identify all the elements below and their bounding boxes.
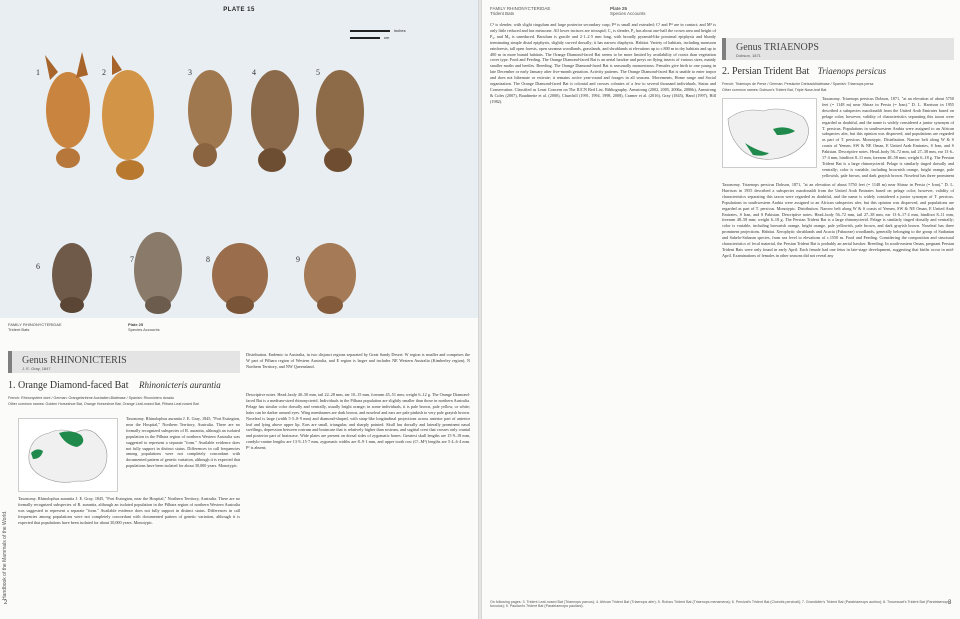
genus-header [8, 351, 240, 373]
caption-family-sub: Trident Bats [8, 327, 30, 332]
distribution-map [18, 418, 118, 492]
bat-figure-4 [251, 70, 299, 172]
australia-map-shape [19, 419, 117, 491]
caption-family: FAMILY RHINONYCTERIDAE [8, 322, 62, 327]
bat-figure-5 [316, 70, 364, 172]
caption-plate-sub: Species Accounts [128, 327, 160, 332]
following-pages-note: On following pages: 3. Trident Leaf-nosed Bat (Triaenops parvus); 4. African Trident Bat (Triaenops afer); 5. Rufous Trident Bat (Triaenops menamena); 6. Percival's Trident Bat (Cloeotis percivali); 7. Grandidier's Trident Bat (Paratriaenops auritus); 8. Trouessart's Trident Bat (Paratriaenops furculus); 9. Pauliani's Trident Bat (Paratriaenops pauliani). [490, 600, 950, 609]
figure-number-5: 5 [316, 68, 320, 77]
figure-number-2: 2 [102, 68, 106, 77]
plate-caption [8, 322, 468, 340]
bat-illustrations [0, 0, 478, 318]
running-plate [610, 6, 646, 16]
figure-number-8: 8 [206, 255, 210, 264]
book-side-label: Handbook of the Mammals of the World. [2, 510, 8, 600]
species-2-common-name: 2. Persian Trident Bat [722, 66, 810, 77]
page-number-left: 2 [4, 600, 8, 606]
figure-number-7: 7 [130, 255, 134, 264]
taxonomy-paragraph: Taxonomy. Rhinolophus aurantia J. E. Gray, 1845, "Port Essington, near the Hospital," Northern Territory, Australia. There are no formally recognized subspecies of R. aurantia, although an isolated population in the Pilbara region of northern Western Australia was suggested to represent a separate "form." Available evidence does not fully support in distinct status. Differences in call frequencies among populations were not completely concordant with documented pattern of genetic variation, although it is expected that populations have been isolated for about 30,000 years. Monotypic. [126, 416, 240, 469]
species-other-names: Other common names: Golden Horseshoe Bat, Orange Horseshoe Bat, Orange Leaf-nosed Bat, Pilbara Leaf-nosed Bat [8, 402, 199, 406]
bat-figure-9 [304, 243, 356, 314]
species-2-latin-name: Triaenops persicus [817, 66, 886, 76]
figure-number-9: 9 [296, 255, 300, 264]
taxonomy-continuation: Taxonomy. Rhinolophus aurantia J. E. Gray, 1845, "Port Essington, near the Hospital," Northern Territory, Australia. There are no formally recognized subspecies of R. aurantia, although an isolated population in the Pilbara region of northern Western Australia was suggested to represent a separate "form." Available evidence does not fully support in distinct status. Differences in call frequencies among populations were not completely concordant with documented pattern of genetic variation, although it is expected that populations have been isolated for about 30,000 years. Monotypic. [18, 496, 240, 525]
figure-number-1: 1 [36, 68, 40, 77]
bat-figure-2 [102, 55, 154, 180]
figure-number-6: 6 [36, 262, 40, 271]
left-page [0, 0, 478, 619]
species-2-other-names: Other common names: Dobson's Trident Bat, Triple Nose-leaf Bat [722, 88, 827, 92]
genus-author: J. E. Gray, 1847 [22, 366, 51, 371]
running-head [490, 6, 550, 16]
running-head-sub: Trident Bats [490, 11, 515, 16]
figure-number-4: 4 [252, 68, 256, 77]
descriptive-notes-paragraph: Descriptive notes. Head–body 40–50 mm, tail 22–28 mm, ear 10–15 mm, forearm 45–51 mm; weight 6–12 g. The Orange Diamond-faced Bat is a medium-sized rhinonycterid. Individuals in the Pilbara population are slightly smaller than those in northern Australia. Pelage has similar color dorsally and ventrally, usually bright orange; in some individuals, it is pale brown, pale yellow, or white; hairs can be darker around eyes. Wing membranes are dark brown, and noseleaf and ears are pale pinkish to very pale grayish brown. Noseleaf is large (width 5·5–8·9 mm) and diamond-shaped, with strap-like longitudinal projections across anterior part of anterior leaf and lying above upper lip. Ears are small, triangular, and sharply pointed. Skull has dorsally and laterally prominent nasal swellings, depression between rostrum and braincase that is relatively higher than rostrum, and sagittal crest that crosses only cranial and posterior part of braincase. Wide plates are present on dorsal sides of zygomatic bones. Greatest skull lengths are 15·9–18 mm, condylo-canine lengths are 13·9–15·7 mm, zygomatic widths are 8–9·1 mm, and upper tooth row (C¹–M³) lengths are 5·4–6·4 mm. P¹ is absent; [246, 392, 470, 451]
right-page [482, 0, 960, 619]
species-common-name: 1. Orange Diamond-faced Bat [8, 380, 129, 391]
species-latin-name: Rhinonicteris aurantia [139, 380, 221, 390]
species-title [8, 380, 221, 391]
genus-author-triaenops: Dobson, 1871 [736, 53, 761, 58]
figure-number-3: 3 [188, 68, 192, 77]
genus-header-triaenops [722, 38, 954, 60]
page-number-right: 3 [948, 600, 952, 606]
genus-title-triaenops: Genus TRIAENOPS [736, 42, 819, 53]
scale-label-inches: inches [394, 28, 406, 33]
bat-figure-8 [212, 243, 268, 314]
species-2-text: Taxonomy. Triaenops persicus Dobson, 1871, "at an elevation of about 5750 feet (= 1148 m) near Shiraz in Persia (= Iran)." D. L. Harrison in 1955 described a subspecies macdonaldi from the United Arab Emirates based on pelage color; however, validity of characteristics separating this taxon were regarded as doubtful, and the name is widely considered a junior synonym of T. persicus. Populations in southwestern Arabia were assigned to an African subspecies afer, but this opinion was disproved, and populations are regarded as part of T. persicus. Monotypic. Distribution. Narrow belt along W & S coasts of Yemen, SW & NE Oman, E United Arab Emirates, S Iran, and S Pakistan. Descriptive notes. Head–body 56–72 mm, tail 27–38 mm, ear 13·6–17·4 mm, hindfoot 8–11 mm, forearm 48–58 mm; weight 6–18 g. The Persian Trident Bat is a large rhinonycterid. Pelage is similarly tinged dorsally and ventrally; color is variable, including brownish orange, bright orange, pale yellowish, pale brown, and dark grayish brown. Noseleaf has three prominent projections. Habitat. Xerophytic shrublands and Acacia (Fabaceae) woodlands, generally belonging to the group of Sudanian and Sahelo-Saharan species, from sea level to elevations of c.1550 m. Food and Feeding. Considering the composition and structural characteristics of fecal material, the Persian Trident Bat is probably an aerial hawker. Breeding. In south-eastern Oman, pregnant Persian Trident Bats were only found in early April. Each female had one fetus in late-stage development, suggesting that births occur in mid-April. Examinations of females in other seasons did not reveal any [722, 182, 954, 258]
bat-figure-6 [52, 243, 92, 313]
caption-plate-ref: Plate 25 [128, 322, 144, 327]
bat-figure-1 [45, 52, 90, 168]
scale-label-cm: cm [384, 35, 390, 40]
running-plate-sub: Species Accounts [610, 11, 646, 16]
plate-title: PLATE 15 [223, 7, 255, 13]
species-2-translations: French: Triaenops de Perse / German: Persische Dreizackblattnase / Spanish: Triaenops persa [722, 82, 874, 86]
species-2-taxonomy: Taxonomy. Triaenops persicus Dobson, 1871, "at an elevation of about 5750 feet (= 1148 m) near Shiraz in Persia (= Iran)." D. L. Harrison in 1955 described a subspecies macdonaldi from the United Arab Emirates based on pelage color; however, validity of characteristics separating this taxon were regarded as doubtful, and the name is widely considered a junior synonym of T. persicus. Populations in southwestern Arabia were assigned to an African subspecies afer, but this opinion was disproved, and populations are regarded as part of T. persicus. Monotypic. Distribution. Narrow belt along W & S coasts of Yemen, SW & NE Oman, E United Arab Emirates, S Iran, and S Pakistan. Descriptive notes. Head–body 56–72 mm, tail 27–38 mm, ear 13·6–17·4 mm, hindfoot 8–11 mm, forearm 48–58 mm; weight 6–18 g. The Persian Trident Bat is a large rhinonycterid. Pelage is similarly tinged dorsally and ventrally; color is variable, including brownish orange, bright orange, pale yellowish, pale brown, and dark grayish brown. Noseleaf has three prominent [822, 96, 954, 178]
bat-figure-3 [188, 70, 232, 167]
distribution-paragraph: Distribution. Endemic to Australia, in two disjunct regions separated by Great Sandy Desert: W region is smaller and comprises the W part of Pilbara region of Western Australia, and E region is larger and includes NE Western Australia (Kimberley region), N Northern Territory, and NW Queensland. [246, 352, 470, 369]
genus-title: Genus RHINONICTERIS [22, 355, 127, 366]
species-1-continued-text: C¹ is slender, with slight cingulum and large posterior secondary cusp; P⁴ is small and extruded; C¹ and P⁴ are in contact; and M³ is only little reduced and has metacone. All lower incisors are tricuspid; C₁ is slender, P₂ has about one-half the crown area and height of P₄, and M₃ is unreduced. Baculum is gracile and 2·1–2·5 mm long, with broadly pyramid-like proximal epiphysis and bluntly terminating simple distal epiphysis, slightly curved dorsally; it has narrow diaphysis. Habitat. Variety of habitats, including monsoon rainforests, tall open forests, open savanna woodlands, grasslands, and shrublands at elevations up to c.800 m in dry habitats and up to 400 m in more humid habitats. The Orange Diamond-faced Bat seems to be more limited by availability of roosts than vegetation cover type. Food and Feeding. The Orange Diamond-faced Bat is an aerial hawker and preys on flying insects of various sizes, mainly smaller moths and beetles. Breeding. The Orange Diamond-faced Bat is seasonally monoestrous. Females give birth to one young in late December or early January after five-month gestation. Activity patterns. The Orange Diamond-faced Bat is unable to enter torpor and does not hibernate or estivate; it remains active year-round and forages in all seasons. Movements, Home range and Social organization. The Orange Diamond-faced Bat is colonial and crosses colonies of a few to several thousand individuals. Status and Conservation. Classified as Least Concern on The IUCN Red List. Bibliography. Armstrong (2002, 2005, 2006a, 2006b), Armstrong & Coles (2007), Baudinette et al. (2000), Churchill (1991, 1994, 1998, 2008), Cramer et al. (2016), Gray (1845), Hand (1997), Hill (1982). [490, 22, 716, 104]
species-translations: French: Rhinonyctère doré / German: Orangefarbene Australien-Blattnase / Spanish: Rinonictero dorado [8, 396, 175, 400]
distribution-map-2 [722, 98, 817, 168]
bat-figure-7 [134, 232, 182, 314]
middle-east-map-shape [723, 99, 816, 167]
running-head-family: FAMILY RHINONYCTERIDAE [490, 6, 551, 11]
running-plate-ref: Plate 25 [610, 6, 628, 11]
plate-illustration [0, 0, 478, 318]
species-title-2 [722, 66, 886, 77]
